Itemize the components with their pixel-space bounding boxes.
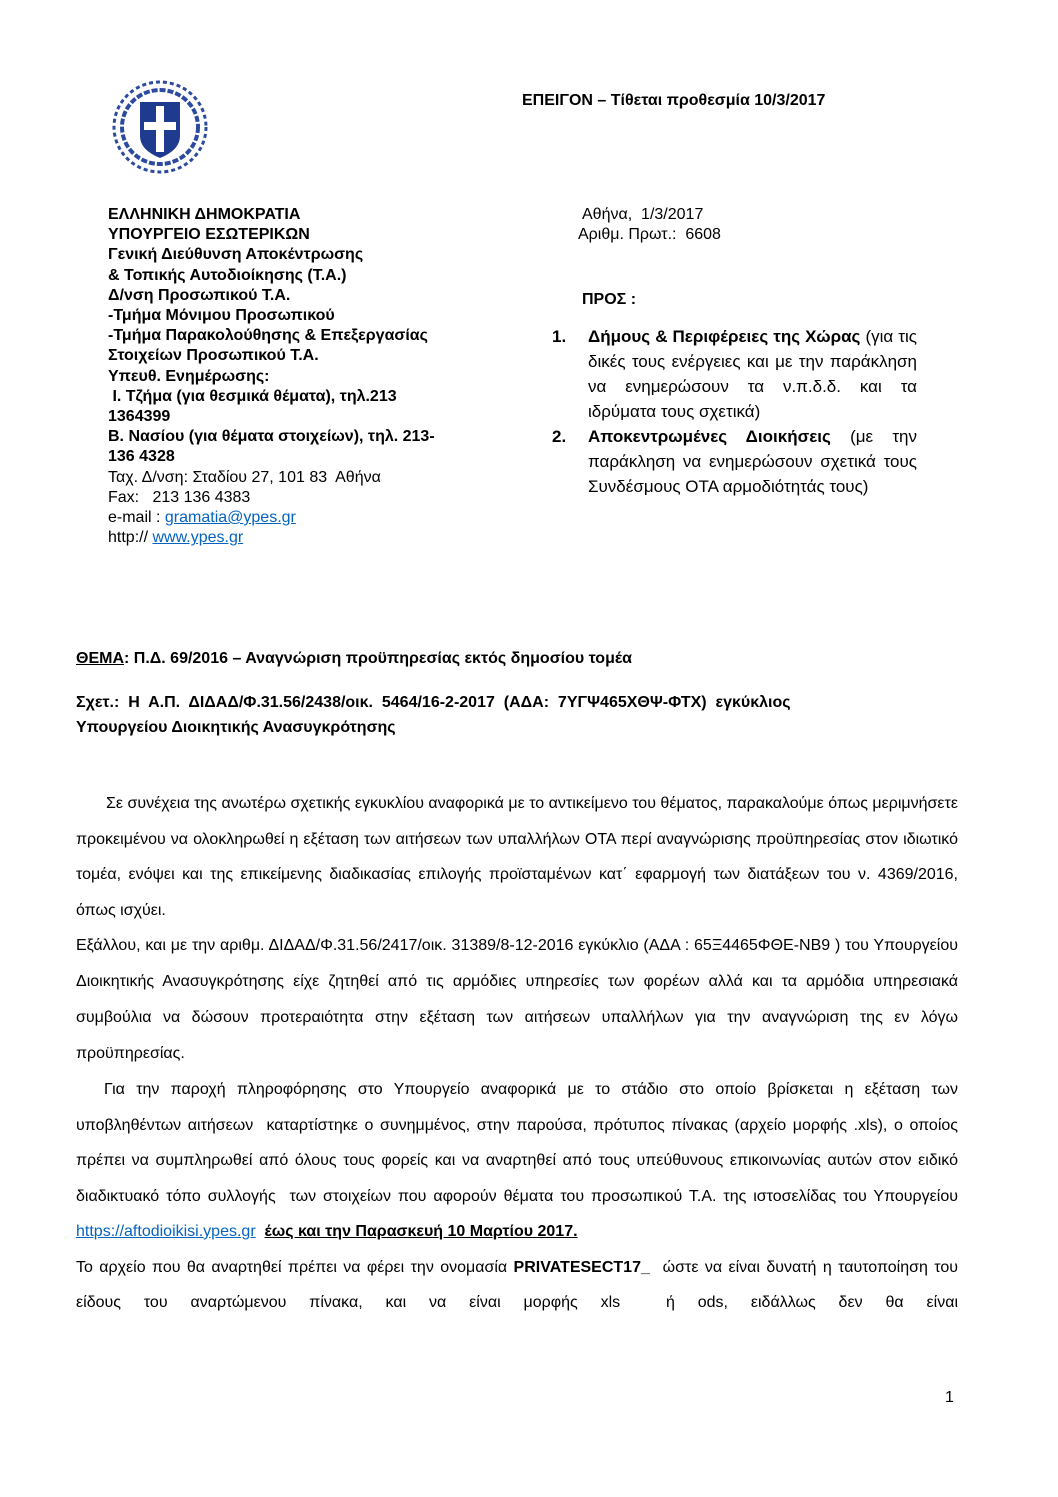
paragraph-1: Σε συνέχεια της ανωτέρω σχετικής εγκυκλίου αναφορικά με το αντικείμενο του θέματος, παρακαλούμε όπως μεριμνήσετε προκειμένου να ολοκληρωθεί η εξέταση των αιτήσεων των υπαλλήλων ΟΤΑ περί αναγνώρισης προϋπηρεσίας στον ιδιωτικό τομέα, ενόψει και της επικείμενης διαδικασίας επιλογής προϊσταμένων κατ΄ εφαρμογή των διατάξεων του ν. 4369/2016, όπως ισχύει. bbox=[76, 795, 958, 919]
to-label: ΠΡΟΣ : bbox=[582, 291, 637, 308]
sender-block bbox=[108, 205, 508, 548]
page-number: 1 bbox=[945, 1389, 954, 1406]
sender-line: ΕΛΛΗΝΙΚΗ ΔΗΜΟΚΡΑΤΙΑ bbox=[108, 206, 301, 223]
email-link[interactable]: gramatia@ypes.gr bbox=[164, 509, 296, 527]
reference-line-2: Υπουργείου Διοικητικής Ανασυγκρότησης bbox=[76, 719, 396, 736]
meta-block bbox=[578, 205, 721, 245]
sender-address: Ταχ. Δ/νση: Σταδίου 27, 101 83 Αθήνα bbox=[108, 468, 381, 486]
recipient-note: (για τις δικές τους ενέργειες και με την παράκληση να ενημερώσουν τα ν.π.δ.δ. και τα ιδρύματα τους σχετικά) bbox=[588, 327, 917, 421]
paragraph-4-rest: ώστε να είναι δυνατή η ταυτοποίηση του είδους του αναρτώμενου πίνακα, και να είναι μορφής xls ή ods, ειδάλλως δεν θα είναι bbox=[76, 1258, 963, 1311]
upload-site-link[interactable]: https://aftodioikisi.ypes.gr bbox=[76, 1223, 256, 1240]
subject-label: ΘΕΜΑ bbox=[76, 650, 124, 667]
sender-line: -Τμήμα Μόνιμου Προσωπικού bbox=[108, 307, 335, 325]
paragraph-4 bbox=[76, 1250, 963, 1321]
recipient-note: (με την παράκληση να ενημερώσουν σχετικά τους Συνδέσμους ΟΤΑ αρμοδιότητάς τους) bbox=[588, 427, 918, 496]
sender-line: Β. Νασίου (για θέματα στοιχείων), τηλ. 213- bbox=[108, 428, 435, 446]
sender-line: 1364399 bbox=[108, 408, 171, 426]
sender-web-row bbox=[108, 528, 508, 548]
email-label: e-mail : bbox=[108, 509, 165, 527]
sender-email-row bbox=[108, 508, 508, 528]
recipient-item bbox=[552, 324, 917, 424]
sender-line: & Τοπικής Αυτοδιοίκησης (Τ.Α.) bbox=[108, 266, 347, 284]
subject-line bbox=[76, 650, 632, 668]
protocol-number: Αριθμ. Πρωτ.: 6608 bbox=[578, 226, 721, 244]
deadline-text: έως και την Παρασκευή 10 Μαρτίου 2017. bbox=[264, 1223, 578, 1240]
reference-line-1: Σχετ.: Η Α.Π. ΔΙΔΑΔ/Φ.31.56/2438/οικ. 5464/16-2-2017 (ΑΔΑ: 7ΥΓΨ465ΧΘΨ-ΦΤΧ) εγκύκλιος bbox=[76, 694, 791, 711]
sender-line: Δ/νση Προσωπικού Τ.Α. bbox=[108, 286, 291, 304]
recipient-name: Αποκεντρωμένες Διοικήσεις bbox=[588, 427, 831, 446]
sender-fax: Fax: 213 136 4383 bbox=[108, 488, 251, 506]
recipient-number: 2. bbox=[552, 427, 567, 446]
sender-line: Υπευθ. Ενημέρωσης: bbox=[108, 367, 270, 385]
sender-line: 136 4328 bbox=[108, 448, 175, 466]
paragraph-3-separator bbox=[256, 1223, 265, 1240]
file-name-prefix: PRIVATESECT17_ bbox=[513, 1258, 650, 1276]
web-label: http:// bbox=[108, 529, 153, 547]
recipients-list bbox=[552, 324, 917, 499]
paragraph-4-text: Το αρχείο που θα αναρτηθεί πρέπει να φέρει την ονομασία bbox=[76, 1258, 514, 1276]
place-date: Αθήνα, 1/3/2017 bbox=[582, 206, 704, 223]
recipient-item bbox=[552, 424, 917, 499]
greek-emblem-logo bbox=[110, 78, 210, 176]
recipient-name: Δήμους & Περιφέρειες της Χώρας bbox=[588, 327, 861, 346]
paragraph-3 bbox=[76, 1072, 967, 1250]
paragraph-3-text: Για την παροχή πληροφόρησης στο Υπουργείο αναφορικά με το στάδιο στο οποίο βρίσκεται η εξέταση των υποβληθέντων αιτήσεων καταρτίστηκε ο συνημμένος, στην παρούσα, πρότυπος πίνακας (αρχείο μορφής .xls), ο οποίος πρέπει να συμπληρωθεί από όλους τους φορείς και να αναρτηθεί από τους υπεύθυνους επικοινωνίας αυτών στον ειδικό διαδικτυακό τόπο συλλογής των στοιχείων που αφορούν θέματα του προσωπικού Τ.Α. της ιστοσελίδας του Υπουργείου bbox=[76, 1081, 967, 1205]
body-text bbox=[76, 786, 967, 1321]
paragraph-2: Εξάλλου, και με την αριθμ. ΔΙΔΑΔ/Φ.31.56/2417/οικ. 31389/8-12-2016 εγκύκλιο (ΑΔΑ : 65Ξ4465ΦΘΕ-ΝΒ9 ) του Υπουργείου Διοικητικής Ανασυγκρότησης είχε ζητηθεί από τις αρμόδιες υπηρεσίες των φορέων αλλά και τα αρμόδια υπηρεσιακά συμβούλια να δώσουν προτεραιότητα στην εξέταση των αιτήσεων υπαλλήλων για την αναγνώριση της εν λόγω προϋπηρεσίας. bbox=[76, 937, 958, 1062]
subject-text: : Π.Δ. 69/2016 – Αναγνώριση προϋπηρεσίας εκτός δημοσίου τομέα bbox=[124, 650, 632, 667]
sender-line: Γενική Διεύθυνση Αποκέντρωσης bbox=[108, 246, 364, 264]
sender-line: ΥΠΟΥΡΓΕΙΟ ΕΣΩΤΕΡΙΚΩΝ bbox=[108, 226, 310, 244]
sender-line: Στοιχείων Προσωπικού Τ.Α. bbox=[108, 347, 319, 365]
urgent-notice: ΕΠΕΙΓΟΝ – Τίθεται προθεσμία 10/3/2017 bbox=[522, 92, 826, 109]
web-link[interactable]: www.ypes.gr bbox=[152, 529, 244, 547]
sender-line: Ι. Τζήμα (για θεσμικά θέματα), τηλ.213 bbox=[108, 387, 397, 405]
sender-line: -Τμήμα Παρακολούθησης & Επεξεργασίας bbox=[108, 327, 428, 345]
recipient-number: 1. bbox=[552, 327, 567, 346]
